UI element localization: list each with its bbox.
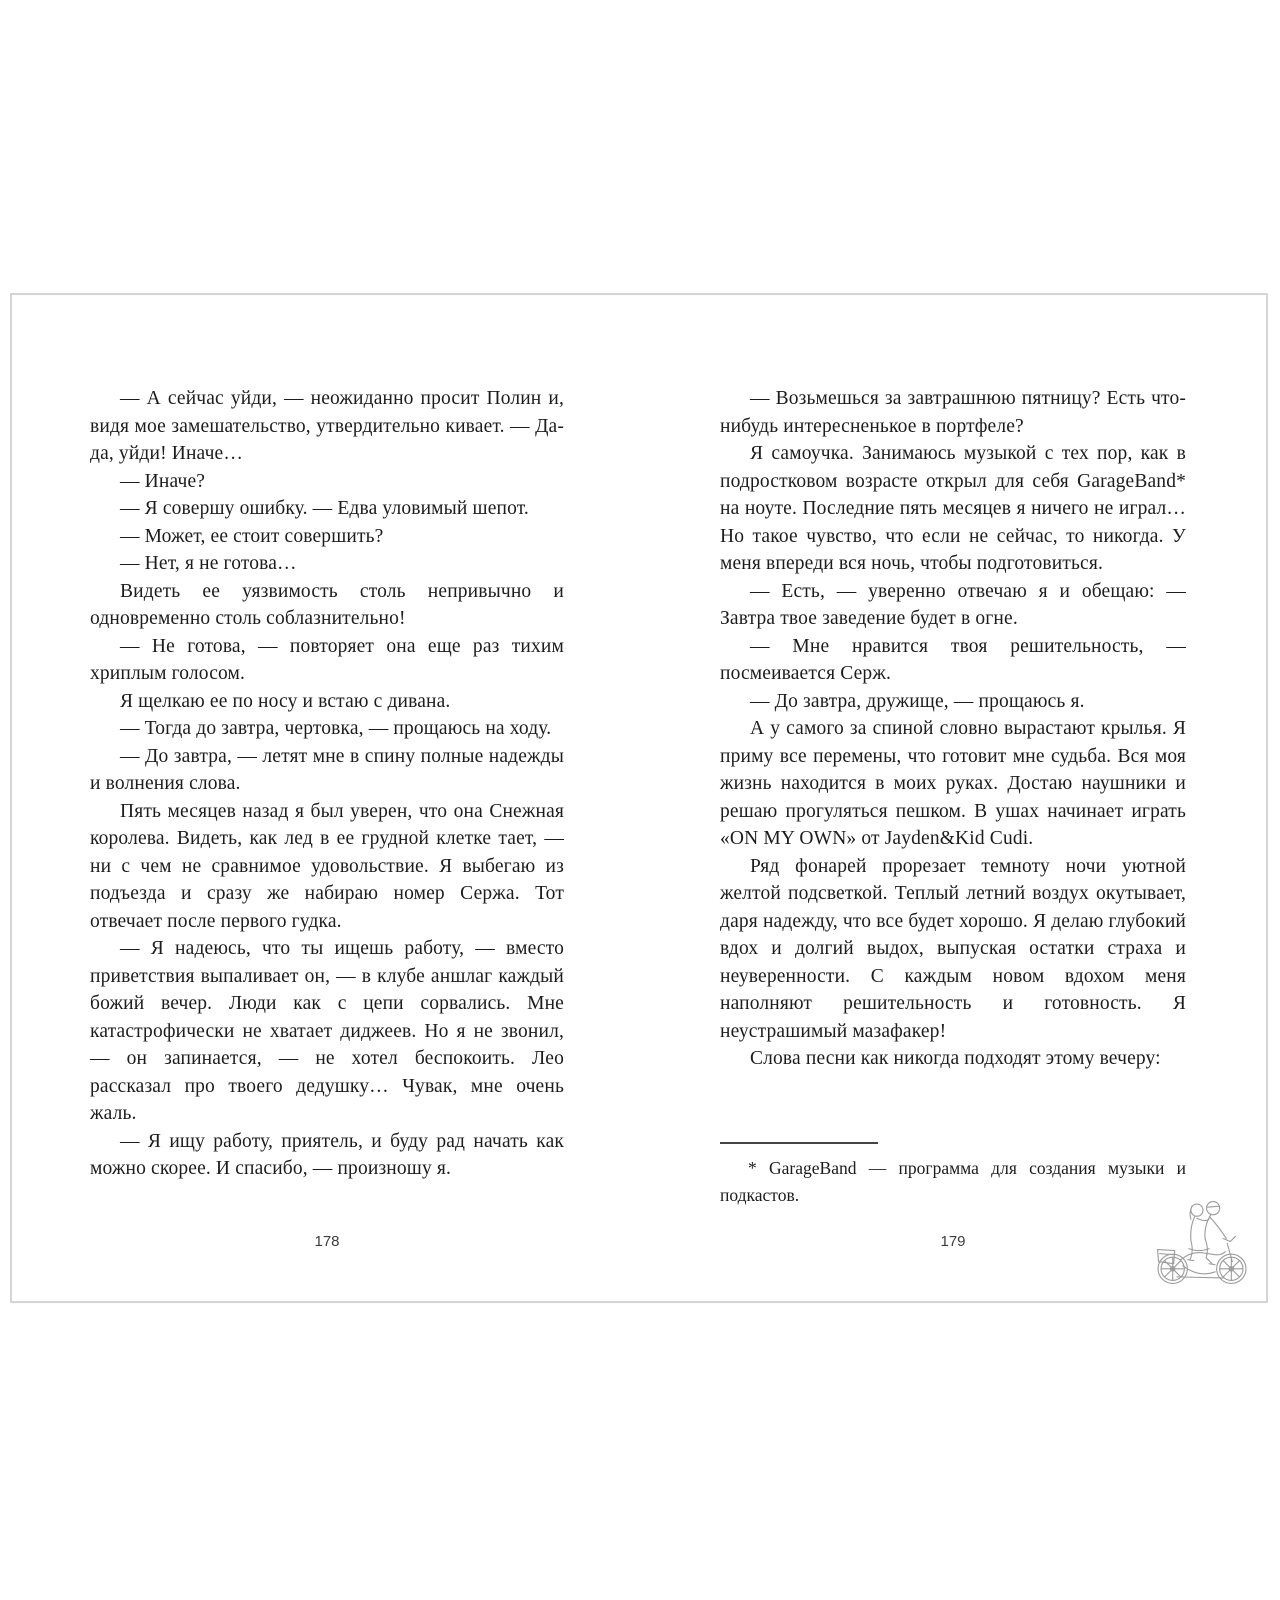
page-number-right: 179	[940, 1233, 966, 1250]
paragraph: — Не готова, — повторяет она еще раз тихим хриплым голосом.	[90, 635, 564, 684]
footnote-divider	[720, 1142, 878, 1144]
paragraph: Слова песни как никогда подходят этому вечеру:	[750, 1048, 1161, 1069]
paragraph: Ряд фонарей прорезает темноту ночи уютной желтой подсветкой. Теплый летний воздух окутывает, даря надежду, что все будет хорошо. Я делаю глубокий вдох и долгий выдох, выпуская остатки страха и неуверенности. С каждым новом вдохом меня наполняют решительность и готовность. Я неустрашимый мазафакер!	[720, 855, 1186, 1042]
paragraph: — Мне нравится твоя решительность, — посмеивается Серж.	[720, 635, 1186, 684]
paragraph: Пять месяцев назад я был уверен, что она Снежная королева. Видеть, как лед в ее грудной клетке тает, — ни с чем не сравнимое удовольствие. Я выбегаю из подъезда и сразу же набираю номер Сержа. Тот отвечает после первого гудка.	[90, 800, 564, 932]
paragraph: А у самого за спиной словно вырастают крылья. Я приму все перемены, что готовит мне судьба. Вся моя жизнь находится в моих руках. Достаю наушники и решаю прогуляться пешком. В ушах начинает играть «ON MY OWN» от Jayden&Kid Cudi.	[720, 718, 1186, 849]
motorcycle-icon	[1150, 1193, 1252, 1289]
paragraph: — До завтра, — летят мне в спину полные надежды и волнения слова.	[90, 745, 564, 794]
footnote	[720, 1155, 1186, 1209]
paragraph: Я щелкаю ее по носу и встаю с дивана.	[120, 690, 451, 712]
paragraph: — Я надеюсь, что ты ищешь работу, — вместо приветствия выпаливает он, — в клубе аншлаг каждый божий вечер. Люди как с цепи сорвались. Мне катастрофически не хватает диджеев. Но я не звонил, — он запинается, — не хотел беспокоить. Лео рассказал про твоего дедушку… Чувак, мне очень жаль.	[90, 938, 564, 1124]
paragraph: — Возьмешься за завтрашнюю пятницу? Есть что-нибудь интересненькое в портфеле?	[720, 388, 1186, 437]
left-page-text	[90, 385, 564, 1183]
footnote-text: * GarageBand — программа для создания музыки и подкастов.	[720, 1158, 1186, 1205]
motorcycle-couple-illustration	[1150, 1193, 1252, 1289]
paragraph: — Нет, я не готова…	[120, 553, 297, 574]
paragraph: — Я ищу работу, приятель, и буду рад начать как можно скорее. И спасибо, — произношу я.	[90, 1130, 564, 1179]
paragraph: — Может, ее стоит совершить?	[120, 525, 384, 547]
page-number-left: 178	[314, 1233, 340, 1250]
paragraph: Я самоучка. Занимаюсь музыкой с тех пор, как в подростковом возрасте открыл для себя GarageBand* на ноуте. Последние пять месяцев я ничего не играл… Но такое чувство, что если не сейчас, то никогда. У меня впереди вся ночь, чтобы подготовиться.	[720, 443, 1186, 574]
paragraph: — А сейчас уйди, — неожиданно просит Полин и, видя мое замешательство, утвердительно кивает. — Да-да, уйди! Иначе…	[90, 388, 564, 464]
paragraph: — Тогда до завтра, чертовка, — прощаюсь на ходу.	[120, 718, 552, 739]
paragraph: Видеть ее уязвимость столь непривычно и одновременно столь соблазнительно!	[90, 580, 564, 629]
paragraph: — Я совершу ошибку. — Едва уловимый шепот.	[120, 498, 529, 519]
right-page-text	[720, 385, 1186, 1073]
book-spread	[10, 293, 1268, 1303]
paragraph: — Иначе?	[120, 470, 206, 492]
paragraph: — Есть, — уверенно отвечаю я и обещаю: — Завтра твое заведение будет в огне.	[720, 580, 1186, 629]
paragraph: — До завтра, дружище, — прощаюсь я.	[750, 690, 1085, 712]
